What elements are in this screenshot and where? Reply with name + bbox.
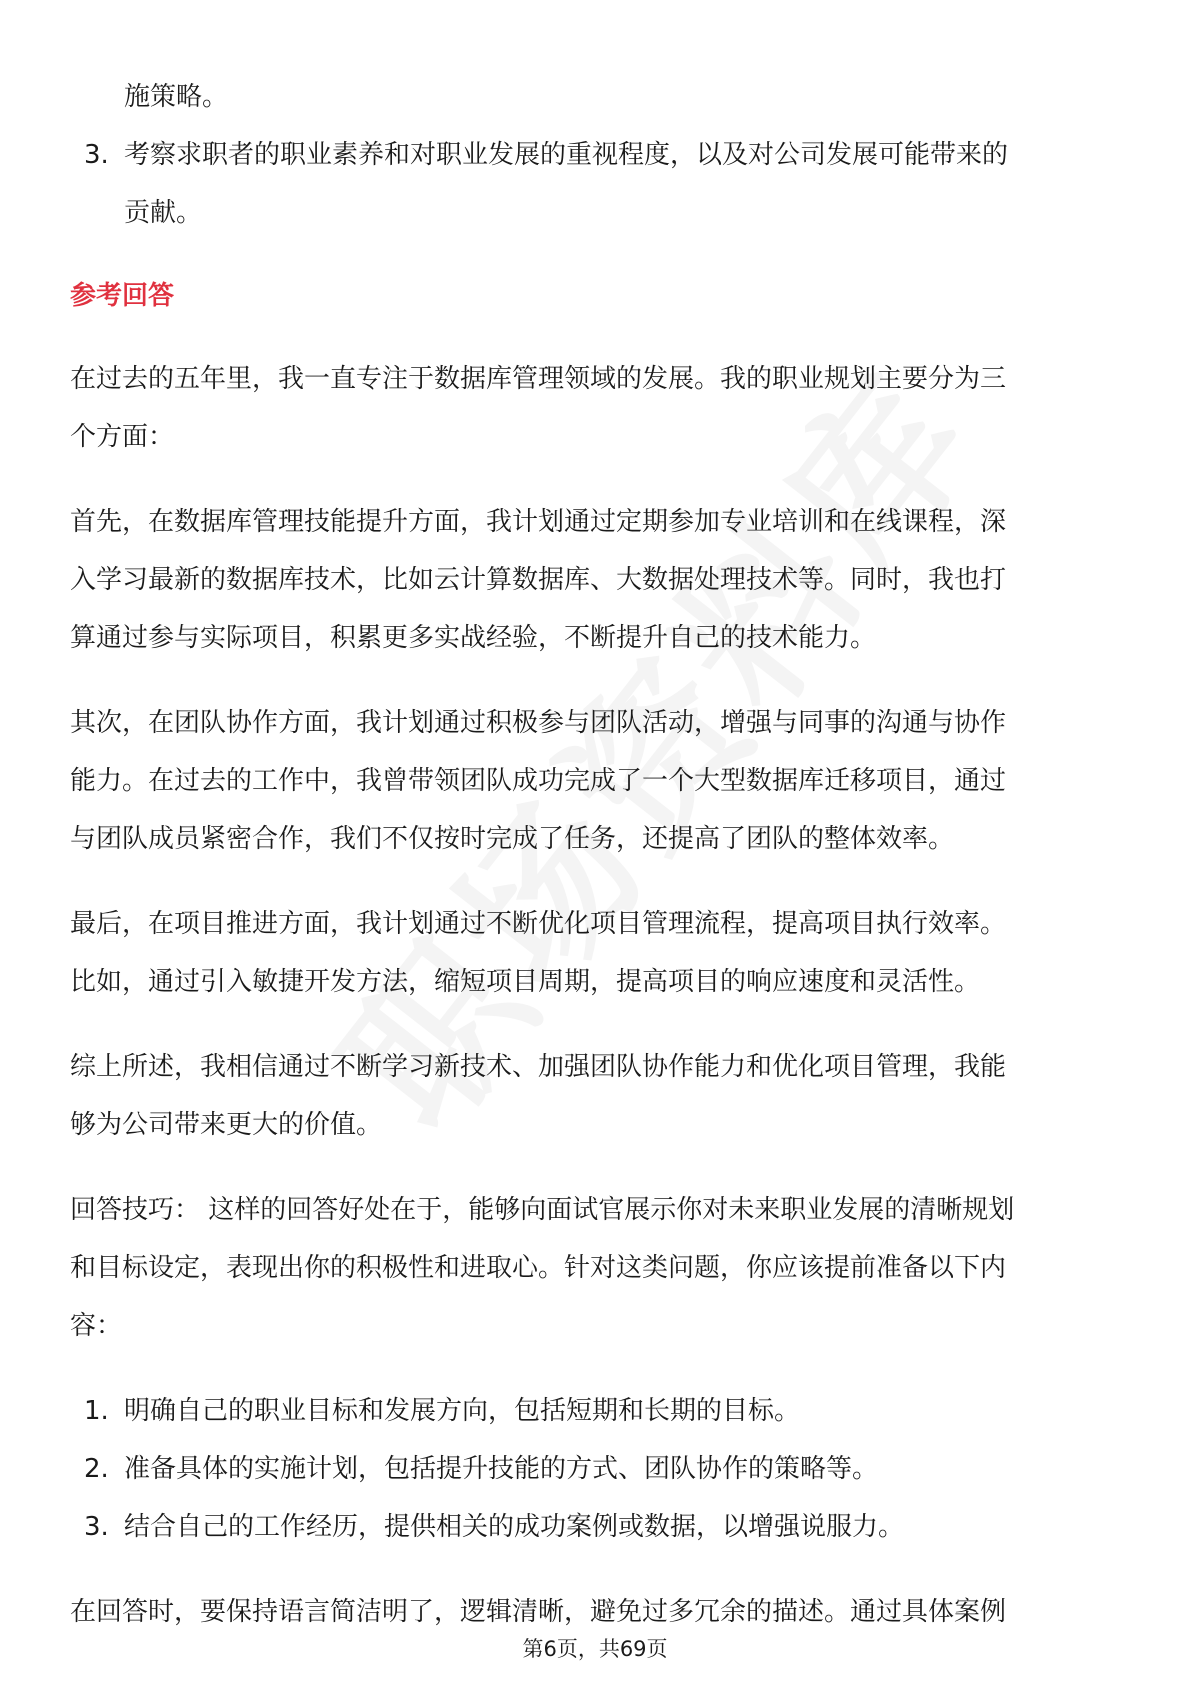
- paragraph-line: 入学习最新的数据库技术，比如云计算数据库、大数据处理技术等。同时，我也打: [70, 565, 1007, 595]
- list-item-text: 结合自己的工作经历，提供相关的成功案例或数据，以增强说服力。: [124, 1512, 905, 1542]
- paragraph-line: 与团队成员紧密合作，我们不仅按时完成了任务，还提高了团队的整体效率。: [70, 824, 955, 854]
- paragraph-line: 算通过参与实际项目，积累更多实战经验，不断提升自己的技术能力。: [70, 623, 877, 653]
- paragraph-line: 在过去的五年里，我一直专注于数据库管理领域的发展。我的职业规划主要分为三: [70, 364, 1007, 394]
- document-body: [70, 68, 1122, 1641]
- paragraph-line: 首先，在数据库管理技能提升方面，我计划通过定期参加专业培训和在线课程，深: [70, 507, 1007, 537]
- paragraph-line: 回答技巧： 这样的回答好处在于，能够向面试官展示你对未来职业发展的清晰规划: [70, 1195, 1015, 1225]
- list-item: [70, 1382, 1122, 1440]
- paragraph-line: 容：: [70, 1311, 123, 1341]
- paragraph: [70, 895, 1122, 1011]
- paragraph-line: 和目标设定，表现出你的积极性和进取心。针对这类问题，你应该提前准备以下内: [70, 1253, 1007, 1283]
- list-item-text: 明确自己的职业目标和发展方向，包括短期和长期的目标。: [124, 1396, 801, 1426]
- paragraph-line: 够为公司带来更大的价值。: [70, 1110, 383, 1140]
- paragraph-line: 其次，在团队协作方面，我计划通过积极参与团队活动，增强与同事的沟通与协作: [70, 708, 1007, 738]
- page-number: 第6页，共69页: [522, 1637, 668, 1661]
- paragraph-line: 个方面：: [70, 422, 175, 452]
- paragraph-line: 最后，在项目推进方面，我计划通过不断优化项目管理流程，提高项目执行效率。: [70, 909, 1007, 939]
- closing-paragraph-line: 在回答时，要保持语言简洁明了，逻辑清晰，避免过多冗余的描述。通过具体案例: [70, 1597, 1007, 1627]
- paragraph-line: 能力。在过去的工作中，我曾带领团队成功完成了一个大型数据库迁移项目，通过: [70, 766, 1007, 796]
- list-item-continuation: 贡献。: [124, 198, 203, 228]
- list-item-text: 考察求职者的职业素养和对职业发展的重视程度，以及对公司发展可能带来的: [124, 140, 1009, 170]
- paragraph: [70, 694, 1122, 868]
- list-number: 3.: [84, 140, 109, 170]
- list-number: 2.: [84, 1454, 109, 1484]
- list-item-text: 准备具体的实施计划，包括提升技能的方式、团队协作的策略等。: [124, 1454, 879, 1484]
- paragraph: [70, 1038, 1122, 1154]
- list-item: [70, 1440, 1122, 1498]
- paragraph-line: 综上所述，我相信通过不断学习新技术、加强团队协作能力和优化项目管理，我能: [70, 1052, 1007, 1082]
- paragraph: [70, 493, 1122, 667]
- list-number: 3.: [84, 1512, 109, 1542]
- paragraph: [70, 350, 1122, 466]
- answer-heading: 参考回答: [70, 281, 175, 311]
- paragraph-line: 比如，通过引入敏捷开发方法，缩短项目周期，提高项目的响应速度和灵活性。: [70, 967, 981, 997]
- tips-list: [70, 1382, 1122, 1556]
- list-item-continuation: 施策略。: [124, 82, 229, 112]
- list-number: 1.: [84, 1396, 109, 1426]
- list-item: [70, 1498, 1122, 1556]
- list-item: [70, 126, 1122, 184]
- paragraph-tips: [70, 1181, 1122, 1355]
